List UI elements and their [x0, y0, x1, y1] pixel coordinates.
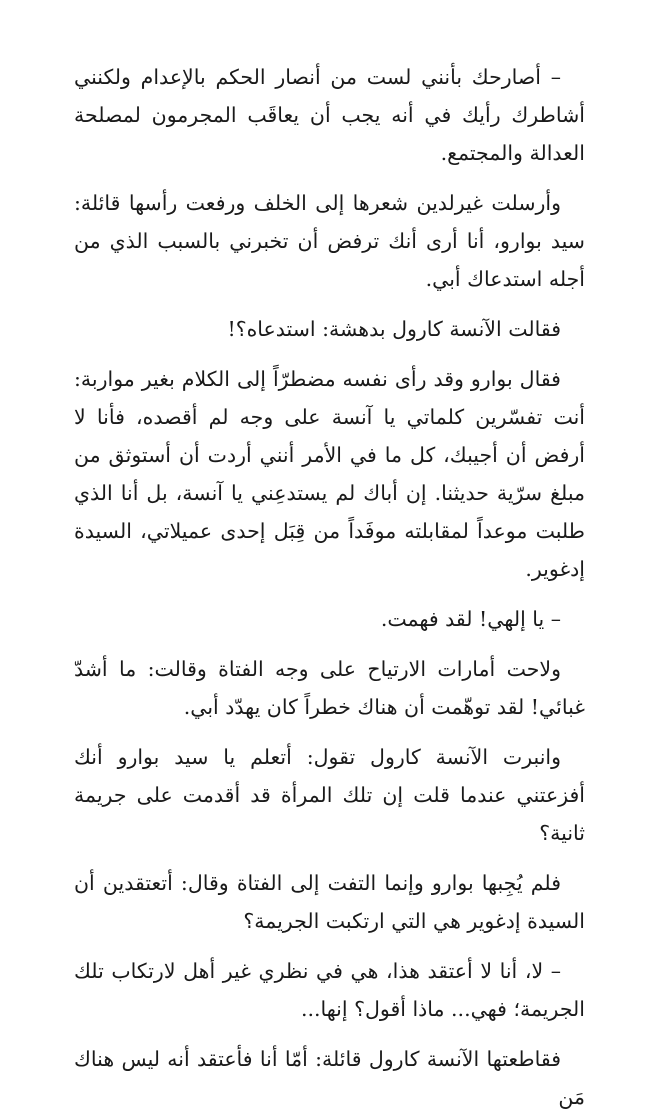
paragraph-10: فقاطعتها الآنسة كارول قائلة: أمّا أنا فأعتقد أنه ليس هناك مَن	[74, 1047, 585, 1109]
paragraph-9: – لا، أنا لا أعتقد هذا، هي في نظري غير أهل لارتكاب تلك الجريمة؛ فهي... ماذا أقول؟ إنها...	[74, 959, 585, 1021]
paragraph-2: وأرسلت غيرلدين شعرها إلى الخلف ورفعت رأسها قائلة: سيد بوارو، أنا أرى أنك ترفض أن تخبرني بالسبب الذي من أجله استدعاك أبي.	[74, 191, 585, 291]
paragraph-6: ولاحت أمارات الارتياح على وجه الفتاة وقالت: ما أشدّ غبائي! لقد توهّمت أن هناك خطراً كان يهدّد أبي.	[74, 657, 585, 719]
paragraph-3: فقالت الآنسة كارول بدهشة: استدعاه؟!	[227, 317, 561, 341]
paragraph-7: وانبرت الآنسة كارول تقول: أتعلم يا سيد بوارو أنك أفزعتني عندما قلت إن تلك المرأة قد أقدمت على جريمة ثانية؟	[74, 745, 585, 845]
paragraph-5: – يا إلهي! لقد فهمت.	[380, 607, 561, 631]
paragraph-4: فقال بوارو وقد رأى نفسه مضطرّاً إلى الكلام بغير مواربة: أنت تفسّرين كلماتي يا آنسة على وجه لم أقصده، فأنا لا أرفض أن أجيبك، كل ما في الأمر أنني أردت أن أستوثق من مبلغ سرّية حديثنا. إن أباك لم يستدعِني يا آنسة، بل أنا الذي طلبت موعداً لمقابلته موفَداً من قِبَل إحدى عميلاتي، السيدة إدغوير.	[74, 367, 585, 581]
paragraph-8: فلم يُجِبها بوارو وإنما التفت إلى الفتاة وقال: أتعتقدين أن السيدة إدغوير هي التي ارتكبت الجريمة؟	[74, 871, 585, 933]
paragraph-1: – أصارحك بأنني لست من أنصار الحكم بالإعدام ولكنني أشاطرك رأيك في أنه يجب أن يعاقَب المجرمون لمصلحة العدالة والمجتمع.	[74, 65, 585, 165]
book-page	[74, 58, 585, 1109]
